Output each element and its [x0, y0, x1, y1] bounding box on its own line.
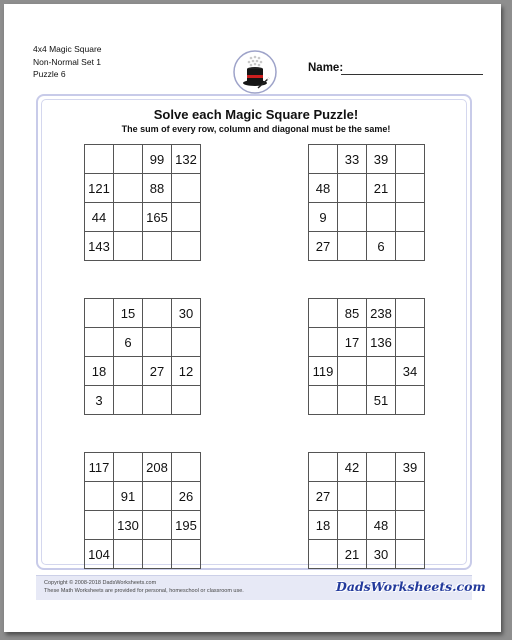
grid-cell[interactable] [172, 453, 201, 482]
grid-cell[interactable]: 99 [143, 145, 172, 174]
grid-cell[interactable]: 91 [114, 482, 143, 511]
grid-cell[interactable] [338, 232, 367, 261]
grid-cell[interactable]: 3 [85, 386, 114, 415]
grid-cell[interactable] [114, 453, 143, 482]
grid-cell[interactable]: 44 [85, 203, 114, 232]
magic-square-2 [308, 144, 425, 261]
grid-cell[interactable] [143, 540, 172, 569]
grid-cell[interactable] [396, 511, 425, 540]
worksheet-set: Non-Normal Set 1 [33, 57, 102, 67]
grid-cell[interactable] [367, 357, 396, 386]
grid-cell[interactable] [143, 482, 172, 511]
grid-cell[interactable]: 9 [309, 203, 338, 232]
grid-cell[interactable] [143, 511, 172, 540]
grid-cell[interactable] [338, 357, 367, 386]
instructions-title: Solve each Magic Square Puzzle! [153, 107, 359, 122]
grid-cell[interactable] [172, 540, 201, 569]
grid-cell[interactable] [114, 232, 143, 261]
magic-square-4 [308, 298, 425, 415]
grid-cell[interactable]: 27 [143, 357, 172, 386]
grid-cell[interactable]: 143 [85, 232, 114, 261]
grid-cell[interactable] [396, 386, 425, 415]
magic-square-3 [84, 298, 201, 415]
grid-cell[interactable] [172, 174, 201, 203]
grid-cell[interactable]: 30 [367, 540, 396, 569]
grid-cell[interactable] [143, 328, 172, 357]
grid-cell[interactable] [396, 203, 425, 232]
name-label: Name: [308, 62, 344, 74]
grid-cell[interactable]: 18 [85, 357, 114, 386]
magic-square-5 [84, 452, 201, 569]
grid-cell[interactable] [114, 386, 143, 415]
grid-cell[interactable]: 88 [143, 174, 172, 203]
grid-cell[interactable] [396, 482, 425, 511]
grid-cell[interactable] [143, 232, 172, 261]
magic-square-6 [308, 452, 425, 569]
grid-cell[interactable]: 6 [367, 232, 396, 261]
grid-cell[interactable] [396, 540, 425, 569]
grid-cell[interactable]: 34 [396, 357, 425, 386]
grid-cell[interactable]: 17 [338, 328, 367, 357]
grid-cell[interactable]: 15 [114, 299, 143, 328]
grid-cell[interactable]: 6 [114, 328, 143, 357]
instructions-subtitle: The sum of every row, column and diagonal must be the same! [121, 124, 391, 134]
grid-cell[interactable] [85, 328, 114, 357]
grid-cell[interactable] [309, 299, 338, 328]
grid-cell[interactable] [338, 482, 367, 511]
grid-cell[interactable]: 195 [172, 511, 201, 540]
grid-cell[interactable] [309, 540, 338, 569]
grid-cell[interactable]: 238 [367, 299, 396, 328]
grid-cell[interactable]: 119 [309, 357, 338, 386]
grid-cell[interactable] [114, 540, 143, 569]
grid-cell[interactable] [172, 203, 201, 232]
grid-cell[interactable] [85, 511, 114, 540]
grid-cell[interactable] [396, 299, 425, 328]
grid-cell[interactable] [309, 328, 338, 357]
worksheet-type: 4x4 Magic Square [33, 44, 102, 54]
grid-cell[interactable]: 26 [172, 482, 201, 511]
grid-cell[interactable]: 85 [338, 299, 367, 328]
grid-cell[interactable] [172, 386, 201, 415]
grid-cell[interactable] [367, 203, 396, 232]
grid-cell[interactable]: 27 [309, 232, 338, 261]
grid-cell[interactable]: 39 [396, 453, 425, 482]
grid-cell[interactable] [338, 174, 367, 203]
grid-cell[interactable]: 121 [85, 174, 114, 203]
grid-cell[interactable] [309, 453, 338, 482]
grid-cell[interactable]: 165 [143, 203, 172, 232]
grid-cell[interactable] [309, 145, 338, 174]
grid-cell[interactable]: 42 [338, 453, 367, 482]
grid-cell[interactable] [114, 145, 143, 174]
grid-cell[interactable] [338, 386, 367, 415]
magic-hat-icon [233, 48, 277, 98]
grid-cell[interactable] [143, 386, 172, 415]
grid-cell[interactable] [114, 357, 143, 386]
grid-cell[interactable] [309, 386, 338, 415]
grid-cell[interactable] [114, 174, 143, 203]
grid-cell[interactable] [172, 328, 201, 357]
brand-logo: DadsWorksheets.com [336, 579, 486, 594]
grid-cell[interactable]: 48 [367, 511, 396, 540]
copyright-text: Copyright © 2008-2018 DadsWorksheets.com [44, 580, 157, 586]
grid-cell[interactable]: 132 [172, 145, 201, 174]
grid-cell[interactable] [114, 203, 143, 232]
grid-cell[interactable]: 51 [367, 386, 396, 415]
grid-cell[interactable]: 21 [367, 174, 396, 203]
grid-cell[interactable] [172, 232, 201, 261]
grid-cell[interactable]: 104 [85, 540, 114, 569]
grid-cell[interactable]: 21 [338, 540, 367, 569]
grid-cell[interactable] [396, 145, 425, 174]
grid-cell[interactable]: 27 [309, 482, 338, 511]
grid-cell[interactable] [367, 482, 396, 511]
grid-cell[interactable] [85, 482, 114, 511]
grid-cell[interactable]: 33 [338, 145, 367, 174]
grid-cell[interactable]: 39 [367, 145, 396, 174]
grid-cell[interactable]: 130 [114, 511, 143, 540]
grid-cell[interactable] [338, 511, 367, 540]
magic-square-1 [84, 144, 201, 261]
grid-cell[interactable] [396, 174, 425, 203]
grid-cell[interactable]: 30 [172, 299, 201, 328]
puzzle-number: Puzzle 6 [33, 69, 66, 79]
grid-cell[interactable]: 117 [85, 453, 114, 482]
usage-note: These Math Worksheets are provided for personal, homeschool or classroom use. [44, 588, 244, 594]
grid-cell[interactable]: 208 [143, 453, 172, 482]
grid-cell[interactable] [143, 299, 172, 328]
grid-cell[interactable] [367, 453, 396, 482]
grid-cell[interactable]: 18 [309, 511, 338, 540]
grid-cell[interactable] [85, 299, 114, 328]
name-entry-line[interactable] [341, 74, 483, 75]
grid-cell[interactable] [396, 232, 425, 261]
grid-cell[interactable]: 48 [309, 174, 338, 203]
grid-cell[interactable] [85, 145, 114, 174]
grid-cell[interactable]: 12 [172, 357, 201, 386]
grid-cell[interactable] [338, 203, 367, 232]
grid-cell[interactable]: 136 [367, 328, 396, 357]
grid-cell[interactable] [396, 328, 425, 357]
